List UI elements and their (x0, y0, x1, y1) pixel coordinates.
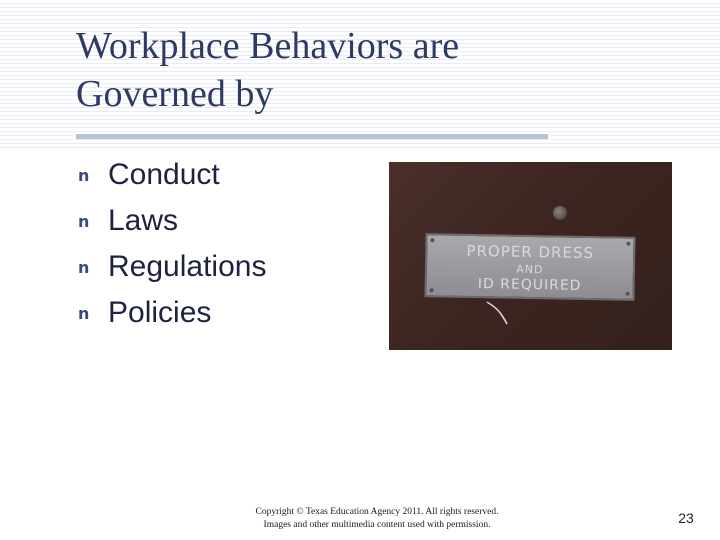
copyright-notice (232, 506, 522, 532)
copyright-line-2: Images and other multimedia content used with permission. (263, 520, 491, 530)
bullet-text: Policies (108, 296, 212, 329)
plaque-text-line-3: ID REQUIRED (477, 276, 582, 294)
bullet-item-regulations (78, 244, 266, 290)
bullet-item-conduct (78, 152, 266, 198)
bullet-marker-icon: n (78, 257, 90, 277)
wall-scratch (389, 162, 672, 350)
page-number: 23 (678, 510, 694, 526)
sign-photo (389, 162, 672, 350)
copyright-line-1: Copyright © Texas Education Agency 2011. All rights reserved. (255, 507, 499, 517)
title-line-2: Governed by (76, 73, 274, 115)
bullet-text: Conduct (108, 158, 220, 191)
title-line-1: Workplace Behaviors are (76, 25, 460, 67)
bullet-text: Laws (108, 204, 179, 237)
slide-title (76, 22, 636, 118)
bullet-list (78, 152, 266, 336)
bullet-text: Regulations (108, 250, 267, 283)
bullet-marker-icon: n (78, 303, 90, 323)
plaque-text-line-2: AND (516, 262, 544, 277)
bullet-marker-icon: n (78, 165, 90, 185)
bullet-item-laws (78, 198, 266, 244)
title-divider (76, 134, 548, 139)
bullet-marker-icon: n (78, 211, 90, 231)
bullet-item-policies (78, 290, 266, 336)
plaque-text-line-1: PROPER DRESS (466, 241, 595, 263)
